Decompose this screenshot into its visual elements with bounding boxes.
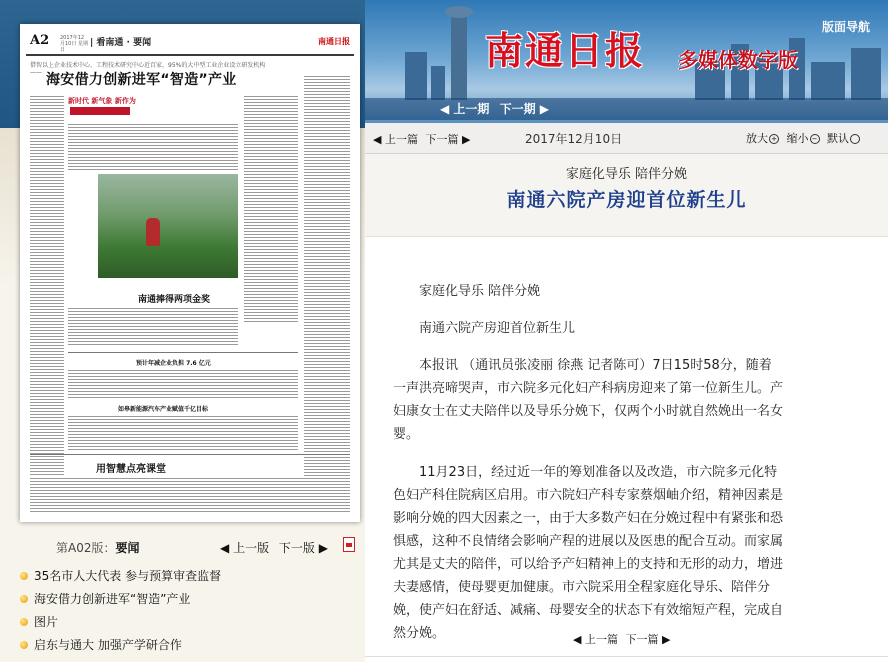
article-headline: 南通六院产房迎首位新生儿 <box>506 189 747 211</box>
zoom-out-button[interactable] <box>787 132 820 145</box>
zoom-default-button[interactable] <box>827 132 860 145</box>
article-title[interactable]: 图片 <box>34 615 59 629</box>
article-title[interactable]: 35名市人大代表 参与预算审查监督 <box>34 569 222 583</box>
zoom-controls <box>746 130 860 146</box>
tower-shaft <box>451 14 467 100</box>
zoom-out-label: 缩小 <box>786 132 809 145</box>
newspaper-subheadline[interactable]: 预计年减企业负担 7.6 亿元 <box>136 360 211 367</box>
newspaper-text-column <box>68 368 298 398</box>
bullet-icon <box>20 572 28 580</box>
prev-article-arrow-icon[interactable]: ◀ <box>573 633 582 646</box>
newspaper-text-column <box>68 306 238 346</box>
zoom-default-label: 默认 <box>827 132 849 145</box>
bullet-icon <box>20 595 28 603</box>
newspaper-subheadline[interactable]: 用智慧点亮课堂 <box>96 464 166 475</box>
newspaper-masthead: 南通日报 <box>318 37 350 46</box>
newspaper-page-number: A2 <box>30 33 50 48</box>
next-article-link[interactable]: 下一篇 <box>425 133 459 146</box>
article-nav <box>373 131 470 147</box>
site-subtitle: 多媒体数字版 <box>678 48 798 72</box>
newspaper-header <box>26 30 354 56</box>
issue-nav-bar <box>365 98 888 120</box>
article-list-item[interactable] <box>20 589 350 612</box>
article-list <box>20 566 350 658</box>
bullet-icon <box>20 641 28 649</box>
prev-issue-link[interactable]: ◀ 上一期 <box>440 102 490 116</box>
page-thumbnail-pane <box>0 0 365 662</box>
prev-page-link[interactable]: 上一版 <box>233 541 270 555</box>
issue-links <box>440 100 549 117</box>
newspaper-photo[interactable] <box>98 174 238 278</box>
next-issue-link[interactable]: 下一期 ▶ <box>499 102 550 116</box>
site-title: 南通日报 <box>485 28 646 73</box>
zoom-out-icon: − <box>810 134 820 144</box>
skyline-building <box>405 52 427 100</box>
photo-person <box>146 218 160 246</box>
current-page-label <box>56 539 140 556</box>
article-paragraph: 家庭化导乐 陪伴分娩 <box>419 284 541 299</box>
article-kicker: 家庭化导乐 陪伴分娩 <box>565 167 688 182</box>
newspaper-kicker: 借智以上企业技术中心、工程技术研究中心近百家，95%的大中型工业企业设立研发机构—— <box>30 62 266 76</box>
next-article-link[interactable]: 下一篇 <box>625 633 659 646</box>
prev-article-link[interactable]: 上一篇 <box>584 633 618 646</box>
next-page-link[interactable]: 下一版 <box>278 541 315 555</box>
next-article-arrow-icon[interactable]: ▶ <box>461 133 471 146</box>
newspaper-page-thumbnail[interactable] <box>20 24 360 522</box>
prev-page-arrow-icon[interactable]: ◀ <box>220 541 230 555</box>
skyline-tower <box>451 0 467 100</box>
prev-article-link[interactable]: 上一篇 <box>384 133 418 146</box>
newspaper-text-column <box>68 122 238 170</box>
newspaper-date: 2017年12月10日 星期日 <box>60 35 88 53</box>
zoom-in-icon: + <box>769 134 779 144</box>
newspaper-text-column <box>68 414 298 452</box>
page-navigation-link[interactable]: 版面导航 <box>821 20 870 34</box>
article-heading <box>365 154 888 237</box>
zoom-in-button[interactable] <box>746 132 779 145</box>
newspaper-red-slogan: 新时代 新气象 新作为 <box>68 97 136 105</box>
article-pane <box>365 0 888 662</box>
article-bottom-nav <box>573 631 670 647</box>
article-paragraph: 11月23日，经过近一年的筹划准备以及改造，市六院多元化特色妇产科住院病区启用。市六院妇产科专家蔡烟岫介绍，精神因素是影响分娩的四大因素之一，由于大多数产妇在分娩过程中有紧张和恐惧感，这种不良情绪会影响产程的进展以及医患的配合互动。而家属尤其是丈夫的陪伴，可以给予产妇精神上的支持和无形的动力，增进夫妻感情，使母婴更加健康。市六院采用全程家庭化导乐、陪伴分娩，使产妇在舒适、减痛、母婴安全的状态下有效缩短产程，完成自然分娩。 <box>393 465 784 641</box>
page-pager-links <box>220 539 328 556</box>
site-banner <box>365 0 888 128</box>
newspaper-subheadline[interactable]: 如皋新能源汽车产业赋值千亿目标 <box>118 406 209 413</box>
tower-top <box>445 6 473 18</box>
article-list-item[interactable] <box>20 635 350 658</box>
article-paragraph: 本报讯 （通讯员张凌丽 徐燕 记者陈可）7日15时58分，随着一声洪亮啼哭声，市六院多元化妇产科病房迎来了第一位新生儿。产妇康女士在丈夫陪伴以及导乐分娩下，仅两个小时就自然娩出一名女婴。 <box>393 358 784 442</box>
newspaper-page[interactable] <box>26 30 354 516</box>
page-pager <box>0 530 365 560</box>
next-page-arrow-icon[interactable]: ▶ <box>318 541 328 555</box>
newspaper-text-column <box>244 94 298 324</box>
next-article-arrow-icon[interactable]: ▶ <box>661 633 671 646</box>
issue-date: 2017年12月10日 <box>525 132 623 146</box>
newspaper-text-column <box>30 94 64 514</box>
newspaper-subheadline[interactable]: 南通捧得两项金奖 <box>138 295 211 305</box>
article-title[interactable]: 启东与通大 加强产学研合作 <box>34 638 182 652</box>
prev-article-arrow-icon[interactable]: ◀ <box>373 133 382 146</box>
article-paragraph: 南通六院产房迎首位新生儿 <box>419 321 576 336</box>
zoom-default-icon <box>850 134 860 144</box>
newspaper-text-column <box>304 74 350 514</box>
newspaper-rule <box>68 352 298 353</box>
bullet-icon <box>20 618 28 626</box>
skyline-building <box>431 66 445 100</box>
article-title[interactable]: 海安借力创新进军“智造”产业 <box>34 592 191 606</box>
newspaper-rule <box>30 454 350 455</box>
bottom-divider <box>365 656 888 657</box>
page-label-name: 要闻 <box>115 541 140 555</box>
page-label-prefix: 第A02版： <box>56 541 116 555</box>
newspaper-text-column <box>30 476 350 514</box>
pdf-download-icon[interactable] <box>343 537 355 552</box>
newspaper-red-box <box>70 107 130 115</box>
zoom-in-label: 放大 <box>746 132 768 145</box>
newspaper-section: | 看南通 · 要闻 <box>90 38 152 48</box>
article-toolbar <box>365 123 888 154</box>
article-list-item[interactable] <box>20 612 350 635</box>
newspaper-main-headline[interactable]: 海安借力创新进军“智造”产业 <box>46 72 237 88</box>
skyline-building <box>811 62 845 100</box>
article-body <box>393 280 783 660</box>
article-list-item[interactable] <box>20 566 350 589</box>
skyline-building <box>851 48 881 100</box>
